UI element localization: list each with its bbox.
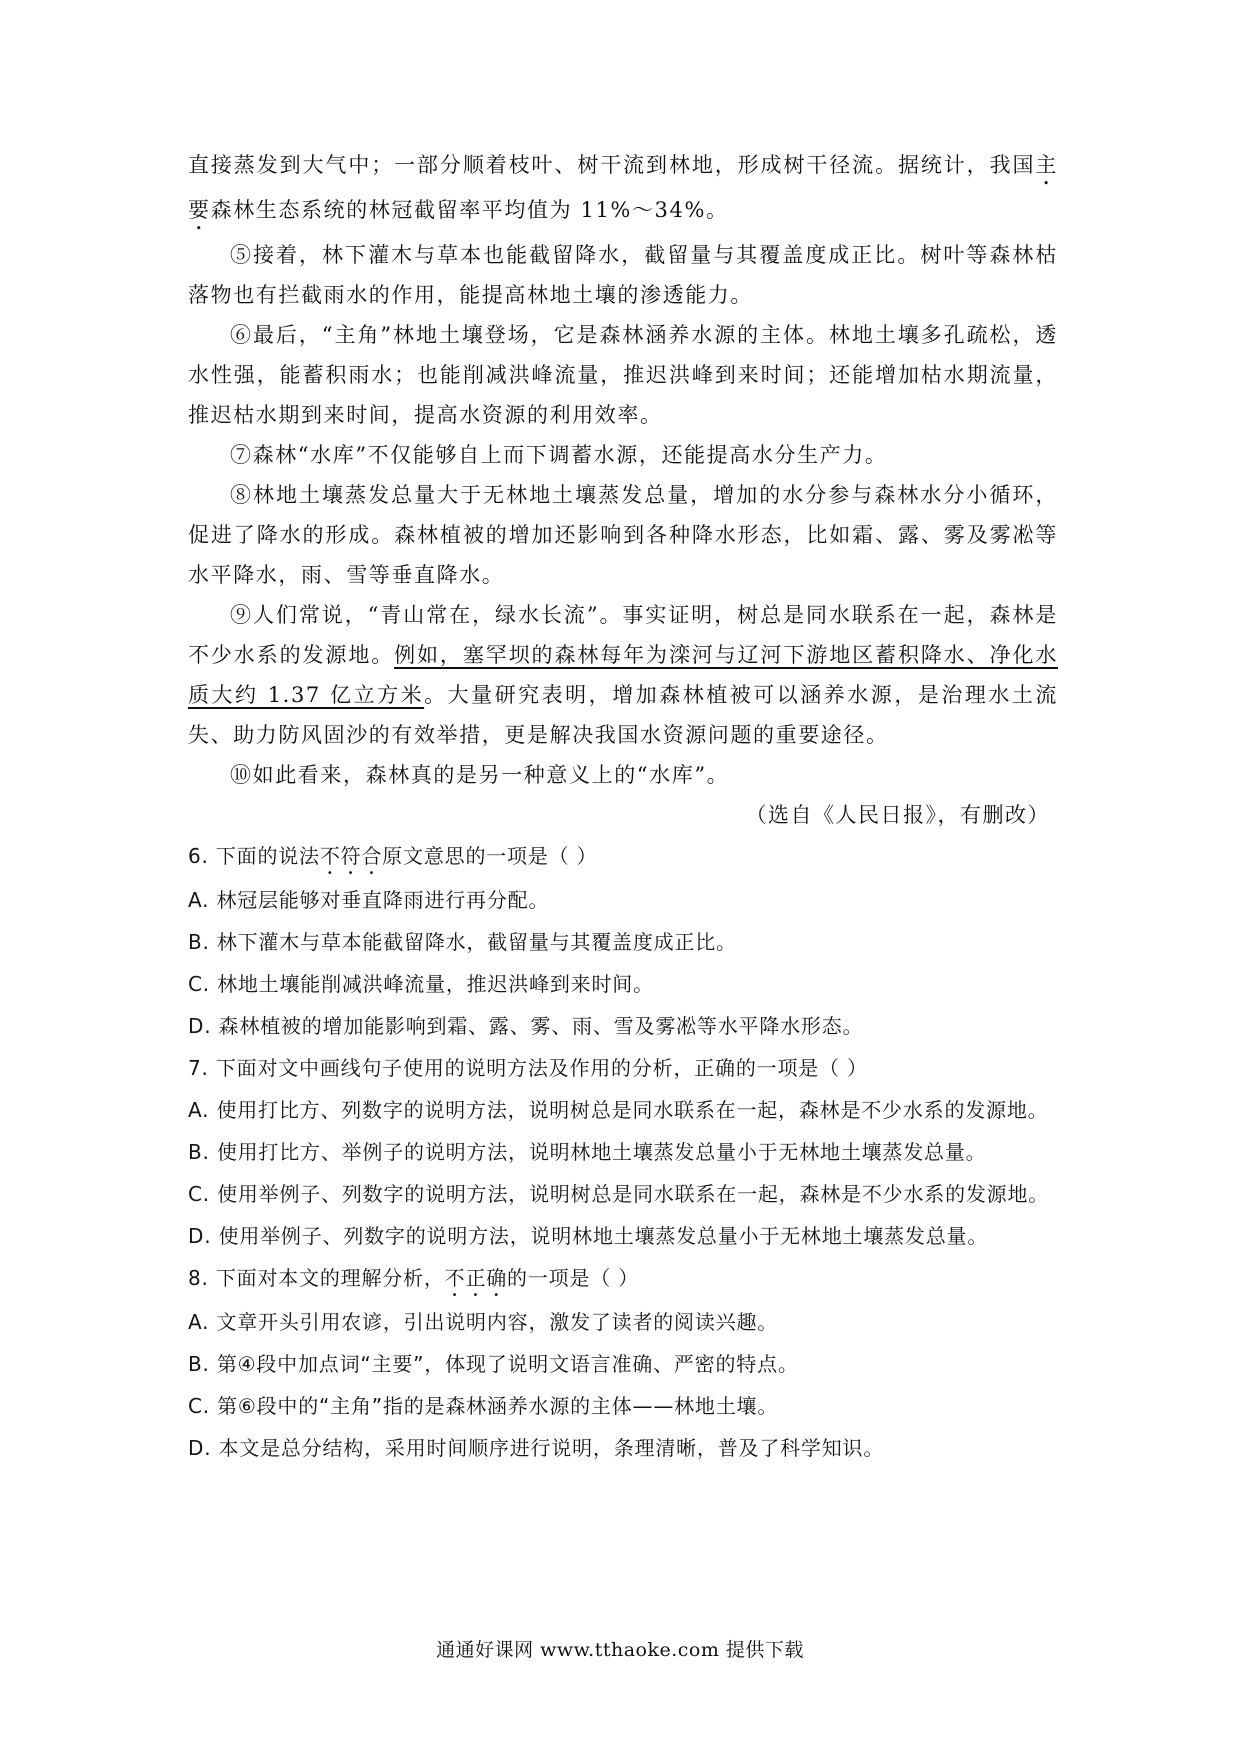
- underlined-sentence: 例如，塞罕坝的森林每年为滦河与辽河下游地区蓄积降水、净化水质大约 1.37 亿立方米: [188, 643, 1058, 707]
- question-6-stem: [188, 835, 1058, 879]
- question-text: 的一项是（ ）: [507, 1266, 640, 1290]
- question-text: 原文意思的一项是（ ）: [382, 844, 598, 868]
- question-6-option-b: B. 林下灌木与草本能截留降水，截留量与其覆盖度成正比。: [188, 930, 737, 954]
- paragraph-9: [188, 595, 1058, 755]
- source-citation: （选自《人民日报》，有删改）: [745, 803, 1050, 827]
- question-6-option-d: D. 森林植被的增加能影响到霜、露、雾、雨、雪及雾凇等水平降水形态。: [188, 1014, 864, 1038]
- paragraph-5: ⑤接着，林下灌木与草本也能截留降水，截留量与其覆盖度成正比。树叶等森林枯落物也有拦截雨水的作用，能提高林地土壤的渗透能力。: [188, 243, 1058, 307]
- paragraph-6: ⑥最后，“主角”林地土壤登场，它是森林涵养水源的主体。林地土壤多孔疏松，透水性强，能蓄积雨水；也能削减洪峰流量，推迟洪峰到来时间；还能增加枯水期流量，推迟枯水期到来时间，提高水资源的利用效率。: [188, 323, 1058, 427]
- paragraph-text: 森林生态系统的林冠截留率平均值为 11%～34%。: [210, 198, 729, 222]
- question-text: 7. 下面对文中画线句子使用的说明方法及作用的分析，正确的一项是（ ）: [188, 1056, 868, 1080]
- question-7-option-c: C. 使用举例子、列数字的说明方法，说明树总是同水联系在一起，森林是不少水系的发源地。: [188, 1182, 1050, 1206]
- emphasis-dotted-word: 不符合: [319, 844, 383, 868]
- paragraph-text: 直接蒸发到大气中；一部分顺着枝叶、树干流到林地，形成树干径流。据统计，我国: [188, 153, 1036, 177]
- paragraph-text: ⑨人们常说，“青山常在，绿水长流”。事实证明，树总是同水联系在一起，森林是不少水系的发源地。: [188, 603, 1058, 667]
- question-6-option-a: A. 林冠层能够对垂直降雨进行再分配。: [188, 888, 550, 912]
- question-8-option-a: A. 文章开头引用农谚，引出说明内容，激发了读者的阅读兴趣。: [188, 1310, 779, 1334]
- question-text: 6. 下面的说法: [188, 844, 320, 868]
- question-7-option-d: D. 使用举例子、列数字的说明方法，说明林地土壤蒸发总量小于无林地土壤蒸发总量。: [188, 1224, 989, 1248]
- question-8-option-d: D. 本文是总分结构，采用时间顺序进行说明，条理清晰，普及了科学知识。: [188, 1436, 885, 1460]
- question-7-stem: [188, 1047, 1058, 1089]
- question-6-option-c: C. 林地土壤能削减洪峰流量，推迟洪峰到来时间。: [188, 972, 654, 996]
- footer-watermark: 通通好课网 www.tthaoke.com 提供下载: [436, 1639, 804, 1661]
- question-7-option-b: B. 使用打比方、举例子的说明方法，说明林地土壤蒸发总量小于无林地土壤蒸发总量。: [188, 1140, 987, 1164]
- emphasis-dotted-word: 不正确: [444, 1266, 508, 1290]
- paragraph-7: ⑦森林“水库”不仅能够自上而下调蓄水源，还能提高水分生产力。: [230, 443, 888, 467]
- question-8-stem: [188, 1257, 1058, 1301]
- paragraph-10: ⑩如此看来，森林真的是另一种意义上的“水库”。: [230, 763, 730, 787]
- question-7-option-a: A. 使用打比方、列数字的说明方法，说明树总是同水联系在一起，森林是不少水系的发源地。: [188, 1098, 1049, 1122]
- question-text: 8. 下面对本文的理解分析，: [188, 1266, 445, 1290]
- question-8-option-c: C. 第⑥段中的“主角”指的是森林涵养水源的主体——林地土壤。: [188, 1394, 779, 1418]
- paragraph-4-continued: [188, 145, 1058, 235]
- paragraph-text: 。大量研究表明，增加森林植被可以涵养水源，是治理水土流失、助力防风固沙的有效举措，更是解决我国水资源问题的重要途径。: [188, 683, 1058, 747]
- passage-and-questions: [188, 145, 1058, 1469]
- paragraph-8: ⑧林地土壤蒸发总量大于无林地土壤蒸发总量，增加的水分参与森林水分小循环，促进了降水的形成。森林植被的增加还影响到各种降水形态，比如霜、露、雾及雾凇等水平降水，雨、雪等垂直降水。: [188, 483, 1058, 587]
- question-8-option-b: B. 第④段中加点词“主要”，体现了说明文语言准确、严密的特点。: [188, 1352, 799, 1376]
- emphasis-dotted-word: 主要: [188, 153, 1058, 222]
